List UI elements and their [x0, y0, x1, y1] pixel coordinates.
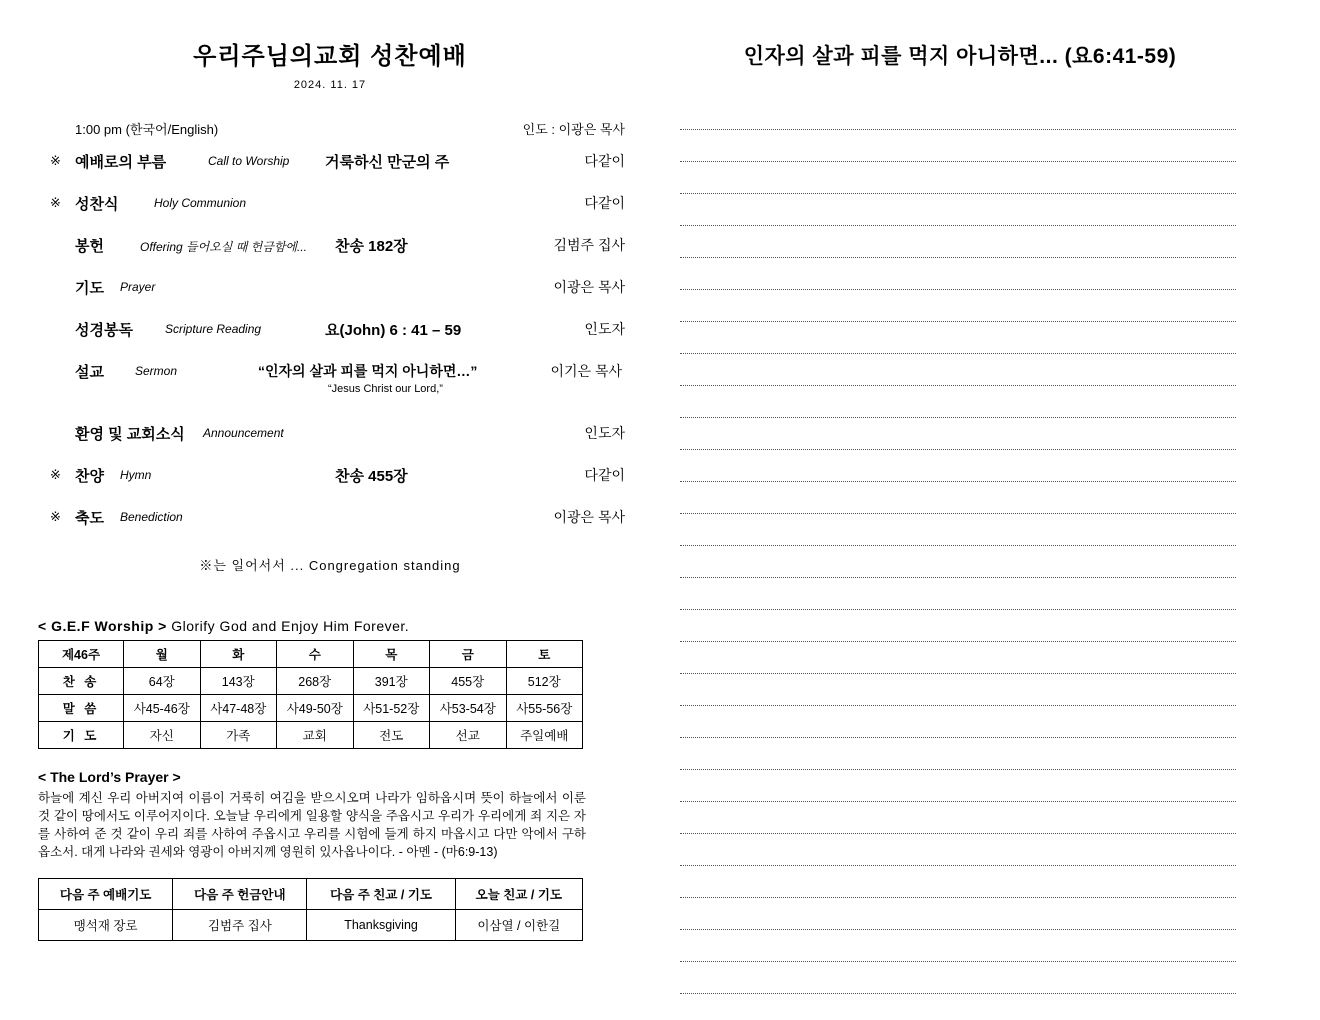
note-line	[680, 610, 1236, 642]
note-line	[680, 866, 1236, 898]
duty-header: 다음 주 헌금안내	[173, 878, 307, 909]
duty-header: 다음 주 친교 / 기도	[307, 878, 455, 909]
note-line	[680, 898, 1236, 930]
table-cell: 사51-52장	[353, 695, 430, 722]
gef-heading	[38, 618, 630, 634]
note-line	[680, 962, 1236, 994]
order-item	[30, 277, 630, 319]
table-cell: 김범주 집사	[173, 909, 307, 940]
order-item-korean: 성경봉독	[75, 322, 133, 339]
order-item-subtitle: “Jesus Christ our Lord,”	[328, 383, 443, 395]
order-item	[30, 151, 630, 193]
note-line	[680, 418, 1236, 450]
gef-col-mon: 월	[124, 641, 201, 668]
order-item	[30, 319, 630, 361]
gef-col-wed: 수	[277, 641, 354, 668]
table-cell: 전도	[353, 722, 430, 749]
gef-heading-bold: < G.E.F Worship >	[38, 618, 167, 634]
table-cell: 교회	[277, 722, 354, 749]
note-line	[680, 290, 1236, 322]
duty-header: 다음 주 예배기도	[39, 878, 173, 909]
order-item-detail: 찬송 182장	[335, 238, 408, 255]
table-cell: 가족	[200, 722, 277, 749]
note-line	[680, 98, 1236, 130]
table-cell: 512장	[506, 668, 583, 695]
order-item-person: 이광은 목사	[553, 279, 625, 295]
order-item	[30, 507, 630, 549]
order-item	[30, 235, 630, 277]
table-cell: 자신	[124, 722, 201, 749]
worship-order-column	[30, 18, 630, 941]
standing-mark: ※	[50, 195, 61, 210]
gef-col-sat: 토	[506, 641, 583, 668]
sermon-notes-column	[680, 18, 1240, 994]
order-item-english: Scripture Reading	[165, 322, 262, 336]
note-line	[680, 706, 1236, 738]
order-item-english: Prayer	[120, 280, 156, 294]
note-line	[680, 546, 1236, 578]
page-title: 우리주님의교회 성찬예배	[193, 43, 467, 70]
order-item-person: 이기은 목사	[550, 363, 622, 379]
table-row	[39, 668, 583, 695]
order-item-detail: 요(John) 6 : 41 – 59	[325, 322, 462, 339]
sermon-notes-title: 인자의 살과 피를 먹지 아니하면... (요6:41-59)	[743, 45, 1177, 68]
table-cell: 사55-56장	[506, 695, 583, 722]
order-item-detail: 찬송 455장	[335, 468, 408, 485]
gef-col-thu: 목	[353, 641, 430, 668]
gef-col-tue: 화	[200, 641, 277, 668]
note-line	[680, 770, 1236, 802]
order-item-person: 이광은 목사	[553, 509, 625, 525]
order-item-english: Hymn	[120, 468, 152, 482]
gef-row-label: 말 씀	[39, 695, 124, 722]
note-line	[680, 450, 1236, 482]
order-item-person: 인도자	[584, 425, 625, 441]
table-cell: 주일예배	[506, 722, 583, 749]
duty-roster-table	[38, 878, 583, 941]
order-item-person: 다같이	[584, 195, 625, 211]
note-line	[680, 482, 1236, 514]
order-item-english: Call to Worship	[208, 154, 290, 168]
note-line	[680, 514, 1236, 546]
service-leader: 인도 : 이광은 목사	[522, 122, 625, 137]
gef-col-week: 제46주	[39, 641, 124, 668]
note-line	[680, 578, 1236, 610]
standing-mark: ※	[50, 509, 61, 524]
order-item-korean: 찬양	[75, 468, 104, 485]
gef-row-label: 기 도	[39, 722, 124, 749]
gef-col-fri: 금	[430, 641, 507, 668]
note-line	[680, 194, 1236, 226]
table-row	[39, 641, 583, 668]
note-line	[680, 226, 1236, 258]
sermon-notes-lines	[680, 98, 1236, 994]
note-line	[680, 642, 1236, 674]
table-cell: 455장	[430, 668, 507, 695]
note-line	[680, 930, 1236, 962]
order-item	[30, 423, 630, 465]
table-cell: 선교	[430, 722, 507, 749]
order-item-korean: 성찬식	[75, 196, 119, 213]
order-item-korean: 축도	[75, 510, 104, 527]
order-item-english: Announcement	[203, 426, 284, 440]
order-item-person: 다같이	[584, 153, 625, 169]
table-cell: 사47-48장	[200, 695, 277, 722]
note-line	[680, 674, 1236, 706]
table-cell: Thanksgiving	[307, 909, 455, 940]
lords-prayer-text: 하늘에 계신 우리 아버지여 이름이 거룩히 여김을 받으시오며 나라가 임하옵시며 뜻이 하늘에서 이룬 것 같이 땅에서도 이루어지이다. 오늘날 우리에게 일용할 양식을 주옵시고 우리가 우리에게 죄 지은 자를 사하여 준 것 같이 우리 죄를 사하여 주옵시고 우리를 시험에 들게 하지 마옵시고 다만 악에서 구하옵소서. 대게 나라와 권세와 영광이 아버지께 영원히 있사옵나이다. - 아멘 - (마6:9-13)	[38, 791, 586, 860]
gef-row-label: 찬 송	[39, 668, 124, 695]
order-item	[30, 193, 630, 235]
note-line	[680, 130, 1236, 162]
order-item-person: 김범주 집사	[553, 237, 625, 253]
table-cell: 사53-54장	[430, 695, 507, 722]
note-line	[680, 162, 1236, 194]
note-line	[680, 386, 1236, 418]
table-cell: 391장	[353, 668, 430, 695]
order-item-korean: 기도	[75, 280, 104, 297]
note-line	[680, 738, 1236, 770]
order-item-person: 다같이	[584, 467, 625, 483]
table-row	[39, 878, 583, 909]
order-item-korean: 환영 및 교회소식	[75, 426, 185, 443]
order-item-english: Sermon	[135, 364, 178, 378]
service-time: 1:00 pm (한국어/English)	[75, 122, 219, 137]
order-item-korean: 봉헌	[75, 238, 104, 255]
table-cell: 맹석재 장로	[39, 909, 173, 940]
table-row	[39, 695, 583, 722]
duty-header: 오늘 친교 / 기도	[455, 878, 582, 909]
table-cell: 이삼열 / 이한길	[455, 909, 582, 940]
note-line	[680, 354, 1236, 386]
note-line	[680, 802, 1236, 834]
table-row	[39, 722, 583, 749]
gef-table	[38, 640, 583, 749]
order-item-english: Holy Communion	[154, 196, 247, 210]
note-line	[680, 322, 1236, 354]
note-line	[680, 258, 1236, 290]
standing-mark: ※	[50, 467, 61, 482]
table-cell: 64장	[124, 668, 201, 695]
service-time-row	[30, 119, 630, 137]
lords-prayer-heading: < The Lord’s Prayer >	[38, 769, 181, 785]
order-item-detail: 거룩하신 만군의 주	[325, 154, 450, 171]
order-item-korean: 설교	[75, 364, 104, 381]
order-item	[30, 361, 630, 423]
order-of-worship-list	[30, 151, 630, 549]
note-line	[680, 834, 1236, 866]
table-row	[39, 909, 583, 940]
order-item-english: Offering 들어오실 때 헌금함에...	[140, 240, 308, 254]
order-item-detail: “인자의 살과 피를 먹지 아니하면…”	[258, 363, 478, 379]
table-cell: 143장	[200, 668, 277, 695]
service-date: 2024. 11. 17	[293, 79, 367, 91]
order-item	[30, 465, 630, 507]
table-cell: 사45-46장	[124, 695, 201, 722]
standing-mark: ※	[50, 153, 61, 168]
table-cell: 사49-50장	[277, 695, 354, 722]
order-item-english: Benediction	[120, 510, 183, 524]
standing-note: ※는 일어서서 ... Congregation standing	[199, 558, 461, 573]
order-item-korean: 예배로의 부름	[75, 154, 167, 171]
table-cell: 268장	[277, 668, 354, 695]
gef-heading-rest: Glorify God and Enjoy Him Forever.	[171, 618, 410, 634]
order-item-person: 인도자	[584, 321, 625, 337]
